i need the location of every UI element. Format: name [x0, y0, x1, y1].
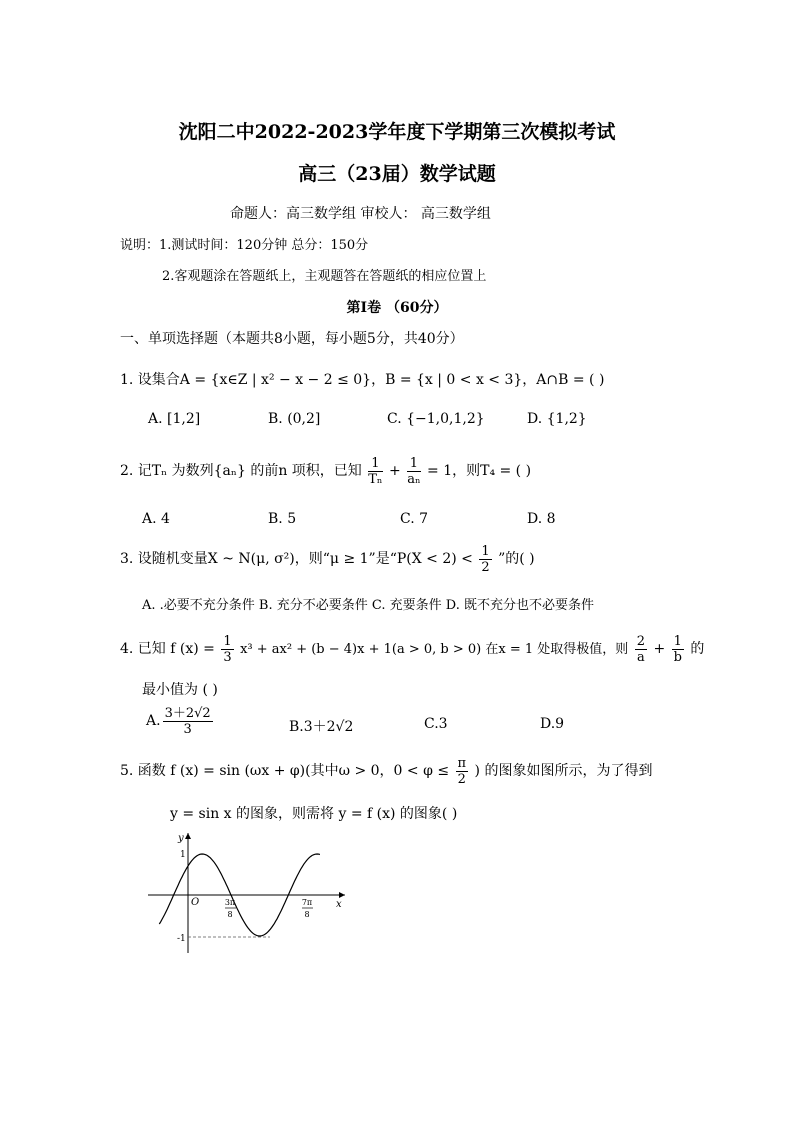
question-3-stem-b: ”的( )	[498, 551, 535, 567]
fraction-denominator: 2	[457, 771, 466, 787]
question-5-fraction	[456, 756, 469, 787]
question-1-option-b: B. (0,2]	[268, 411, 321, 427]
x-tick-2-denominator: 8	[304, 910, 310, 919]
question-4-fraction-b	[635, 634, 647, 665]
y-tick-top: 1	[180, 850, 186, 860]
authors-line: 命题人：高三数学组 审校人： 高三数学组	[230, 206, 491, 222]
fraction-numerator: 1	[673, 633, 682, 649]
part-title: 第Ⅰ卷 （60分）	[346, 300, 448, 316]
question-3-stem-a: 3. 设随机变量X ~ N(μ, σ²)，则“μ ≥ 1”是“P(X < 2) <	[120, 551, 473, 567]
question-4-option-a-fraction	[163, 706, 213, 737]
x-tick-3pi-8	[225, 898, 236, 919]
question-4-fraction-c	[672, 634, 684, 665]
question-2-stem	[120, 454, 531, 488]
fraction-numerator: π	[457, 755, 467, 771]
fraction-denominator: b	[673, 649, 682, 665]
fraction-denominator: a	[636, 649, 645, 665]
fraction-numerator: 1	[407, 456, 420, 472]
x-tick-1-denominator: 8	[227, 910, 233, 919]
option-prefix: A.	[146, 713, 161, 729]
question-4-stem-b: x³ + ax² + (b − 4)x + 1(a > 0, b > 0) 在x = 1 处取得极值，则	[240, 642, 629, 657]
question-4-option-b: B.3＋2√2	[289, 719, 354, 735]
fraction-denominator: Tₙ	[368, 471, 383, 487]
exam-subtitle: 高三（23届）数学试题	[298, 163, 496, 185]
question-2-option-b: B. 5	[268, 511, 297, 527]
question-4-option-c: C.3	[424, 716, 448, 732]
question-2-option-c: C. 7	[400, 511, 429, 527]
note-line-1: 说明：1.测试时间：120分钟 总分：150分	[120, 238, 369, 253]
question-2-option-a: A. 4	[142, 511, 170, 527]
question-2-fraction-1	[368, 456, 382, 487]
fraction-numerator: 2	[636, 633, 645, 649]
question-1-option-c: C. {−1,0,1,2}	[387, 411, 485, 427]
question-4-option-a	[146, 704, 215, 738]
fraction-numerator: 3＋2√2	[164, 705, 211, 721]
question-1-stem: 1. 设集合A = {x∈Z | x² − x − 2 ≤ 0}，B = {x | 0 < x < 3}，A∩B = ( )	[120, 372, 605, 388]
question-1-option-d: D. {1,2}	[527, 411, 587, 427]
question-4-stem-c: 的	[690, 641, 705, 657]
fraction-denominator: 3	[183, 721, 192, 737]
y-tick-bottom: -1	[177, 934, 186, 944]
fraction-denominator: aₙ	[407, 471, 421, 487]
fraction-numerator: 1	[223, 633, 232, 649]
origin-label: O	[191, 897, 200, 908]
question-2-stem-a: 2. 记Tₙ 为数列{aₙ} 的前n 项积，已知	[120, 463, 362, 479]
question-1-option-a: A. [1,2]	[148, 411, 201, 427]
question-5-stem	[120, 754, 652, 788]
x-axis-label: x	[336, 899, 342, 910]
question-5-stem-a: 5. 函数 f (x) = sin (ωx + φ)(其中ω > 0，0 < φ ≤	[120, 763, 450, 779]
question-2-option-d: D. 8	[527, 511, 556, 527]
plus-sign: +	[389, 463, 401, 479]
plus-sign: +	[653, 641, 666, 657]
x-tick-1-numerator: 3π	[224, 898, 236, 907]
question-4-fraction-a	[221, 634, 233, 665]
question-3-stem	[120, 542, 535, 576]
question-2-stem-b: = 1，则T₄ = ( )	[427, 463, 532, 479]
note-line-2: 2.客观题涂在答题纸上，主观题答在答题纸的相应位置上	[162, 269, 487, 284]
x-tick-2-numerator: 7π	[301, 898, 313, 907]
x-tick-7pi-8	[302, 898, 313, 919]
question-4-stem-line2: 最小值为 ( )	[142, 682, 218, 698]
sine-graph	[140, 825, 360, 960]
question-5-stem-line2: y = sin x 的图象，则需将 y = f (x) 的图象( )	[170, 806, 458, 822]
question-4-stem	[120, 632, 704, 667]
fraction-numerator: 1	[481, 543, 490, 559]
question-2-fraction-2	[407, 456, 420, 487]
question-3-options: A. .必要不充分条件 B. 充分不必要条件 C. 充要条件 D. 既不充分也不必要条件	[142, 598, 594, 613]
fraction-numerator: 1	[368, 456, 382, 472]
fraction-denominator: 3	[223, 649, 232, 665]
y-axis-label: y	[178, 833, 184, 844]
question-4-stem-a: 4. 已知 f (x) =	[120, 641, 215, 657]
section-heading: 一、单项选择题（本题共8小题，每小题5分，共40分）	[120, 331, 464, 347]
fraction-denominator: 2	[481, 559, 490, 575]
exam-title: 沈阳二中2022-2023学年度下学期第三次模拟考试	[178, 121, 616, 143]
question-5-stem-b: ) 的图象如图所示，为了得到	[474, 763, 653, 779]
question-4-option-d: D.9	[540, 716, 565, 732]
question-3-fraction	[479, 544, 491, 575]
